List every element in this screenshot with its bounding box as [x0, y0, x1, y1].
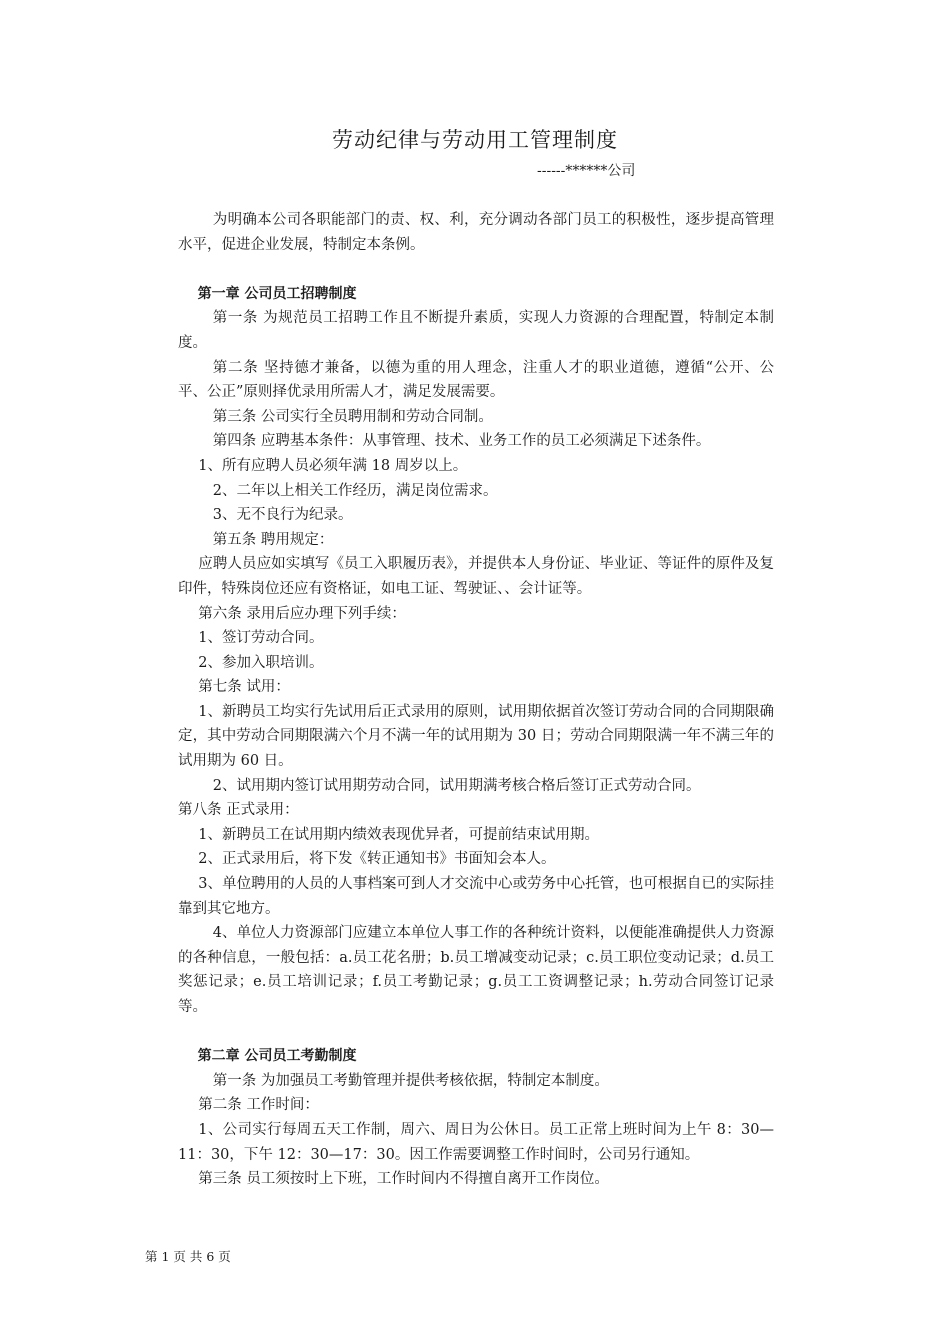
paragraph: 3、单位聘用的人员的人事档案可到人才交流中心或劳务中心托管，也可根据自已的实际挂靠到其它地方。: [178, 876, 774, 917]
document-body: [178, 208, 774, 1192]
paragraph: 2、正式录用后，将下发《转正通知书》书面知会本人。: [198, 851, 556, 868]
paragraph: 第七条 试用：: [198, 679, 290, 696]
paragraph: 第二条 工作时间：: [198, 1097, 319, 1114]
paragraph: 第二条 坚持德才兼备，以德为重的用人理念，注重人才的职业道德，遵循“公开、公平、公正”原则择优录用所需人才，满足发展需要。: [178, 359, 774, 401]
paragraph: 1、新聘员工在试用期内绩效表现优异者，可提前结束试用期。: [198, 826, 600, 843]
blank-line: [178, 257, 774, 282]
paragraph: 第八条 正式录用：: [178, 802, 299, 819]
document-title: 劳动纪律与劳动用工管理制度: [332, 128, 618, 152]
paragraph: 2、二年以上相关工作经历，满足岗位需求。: [212, 482, 498, 499]
paragraph: 2、试用期内签订试用期劳动合同，试用期满考核合格后签订正式劳动合同。: [212, 777, 701, 794]
paragraph: 1、新聘员工均实行先试用后正式录用的原则，试用期依据首次签订劳动合同的合同期限确定，其中劳动合同期限满六个月不满一年的试用期为 30 日；劳动合同期限满一年不满三年的试用期为 60 日。: [178, 703, 774, 770]
paragraph: 第五条 聘用规定：: [212, 531, 334, 548]
blank-line: [178, 1020, 774, 1045]
chapter-heading: 第二章 公司员工考勤制度: [197, 1048, 357, 1065]
paragraph: 4、单位人力资源部门应建立本单位人事工作的各种统计资料，以便能准确提供人力资源的各种信息，一般包括：a.员工花名册；b.员工增减变动记录；c.员工职位变动记录；d.员工奖惩记录；e.员工培训记录；f.员工考勤记录；g.员工工资调整记录；h.劳动合同签订记录等。: [178, 925, 774, 1015]
paragraph: 1、签订劳动合同。: [198, 630, 324, 647]
paragraph: 为明确本公司各职能部门的责、权、利，充分调动各部门员工的积极性，逐步提高管理水平，促进企业发展，特制定本条例。: [178, 212, 774, 253]
paragraph: 第三条 公司实行全员聘用制和劳动合同制。: [212, 408, 493, 425]
document-subtitle: ------******公司: [537, 163, 636, 179]
chapter-heading: 第一章 公司员工招聘制度: [197, 285, 357, 302]
paragraph: 1、所有应聘人员必须年满 18 周岁以上。: [198, 457, 468, 474]
paragraph: 1、公司实行每周五天工作制，周六、周日为公休日。员工正常上班时间为上午 8：30—11：30，下午 12：30—17：30。因工作需要调整工作时间时，公司另行通知。: [178, 1121, 774, 1163]
page-footer: 第 1 页 共 6 页: [145, 1249, 231, 1264]
paragraph: 第一条 为加强员工考勤管理并提供考核依据，特制定本制度。: [212, 1072, 609, 1089]
paragraph: 第一条 为规范员工招聘工作且不断提升素质，实现人力资源的合理配置，特制定本制度。: [178, 310, 774, 351]
paragraph: 2、参加入职培训。: [198, 654, 324, 671]
paragraph: 第三条 员工须按时上下班，工作时间内不得擅自离开工作岗位。: [198, 1171, 609, 1188]
paragraph: 3、无不良行为纪录。: [212, 507, 353, 524]
paragraph: 第六条 录用后应办理下列手续：: [198, 605, 406, 622]
paragraph: 第四条 应聘基本条件：从事管理、技术、业务工作的员工必须满足下述条件。: [212, 433, 711, 450]
paragraph: 应聘人员应如实填写《员工入职履历表》，并提供本人身份证、毕业证、等证件的原件及复印件，特殊岗位还应有资格证，如电工证、驾驶证、、会计证等。: [178, 556, 774, 597]
